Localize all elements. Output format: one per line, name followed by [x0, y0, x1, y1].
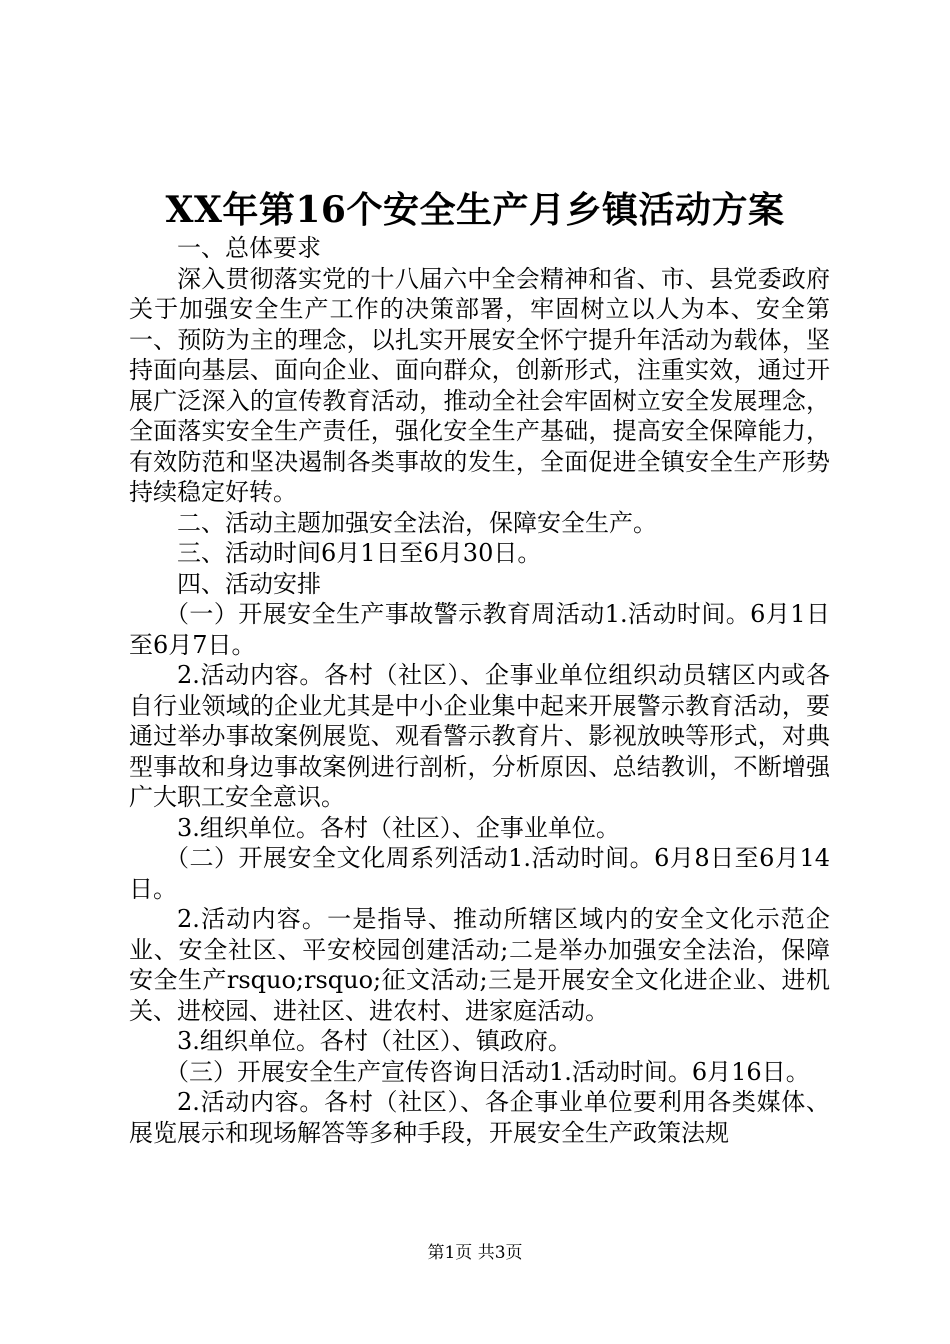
section-heading: 一、总体要求 — [177, 234, 321, 262]
body-paragraph: 2.活动内容。各村（社区）、各企事业单位要利用各类媒体、展览展示和现场解答等多种手段，开展安全生产政策法规 — [129, 1088, 830, 1147]
body-paragraph: 3.组织单位。各村（社区）、企事业单位。 — [177, 813, 620, 842]
body-paragraph: 3.组织单位。各村（社区）、镇政府。 — [177, 1027, 572, 1055]
body-paragraph: 深入贯彻落实党的十八届六中全会精神和省、市、县党委政府关于加强安全生产工作的决策部署，牢固树立以人为本、安全第一、预防为主的理念，以扎实开展安全怀宁提升年活动为载体，坚持面向基层、面向企业、面向群众，创新形式，注重实效，通过开展广泛深入的宣传教育活动，推动全社会牢固树立安全发展理念，全面落实安全生产责任，强化安全生产基础，提高安全保障能力，有效防范和坚决遏制各类事故的发生，全面促进全镇安全生产形势持续稳定好转。 — [129, 264, 830, 506]
page-number-footer: 第1页 共3页 — [427, 1243, 523, 1263]
subsection-heading: （三）开展安全生产宣传咨询日活动1.活动时间。6月16日。 — [165, 1057, 810, 1086]
subsection-heading: （二）开展安全文化周系列活动1.活动时间。6月8日至6月14日。 — [129, 844, 830, 903]
body-paragraph: 2.活动内容。一是指导、推动所辖区域内的安全文化示范企业、安全社区、平安校园创建活动;二是举办加强安全法治，保障安全生产rsquo;rsquo;征文活动;三是开展安全文化进企业、进机关、进校园、进社区、进农村、进家庭活动。 — [129, 905, 830, 1025]
section-heading: 四、活动安排 — [177, 569, 321, 598]
section-heading: 二、活动主题加强安全法治，保障安全生产。 — [177, 508, 657, 537]
document-body — [129, 233, 830, 1148]
body-paragraph: 2.活动内容。各村（社区）、企事业单位组织动员辖区内或各自行业领域的企业尤其是中小企业集中起来开展警示教育活动，要通过举办事故案例展览、观看警示教育片、影视放映等形式，对典型事故和身边事故案例进行剖析，分析原因、总结教训，不断增强广大职工安全意识。 — [129, 661, 830, 811]
document-title: XX年第16个安全生产月乡镇活动方案 — [165, 189, 785, 231]
subsection-heading: （一）开展安全生产事故警示教育周活动1.活动时间。6月1日至6月7日。 — [129, 600, 830, 659]
section-heading: 三、活动时间6月1日至6月30日。 — [177, 539, 542, 567]
